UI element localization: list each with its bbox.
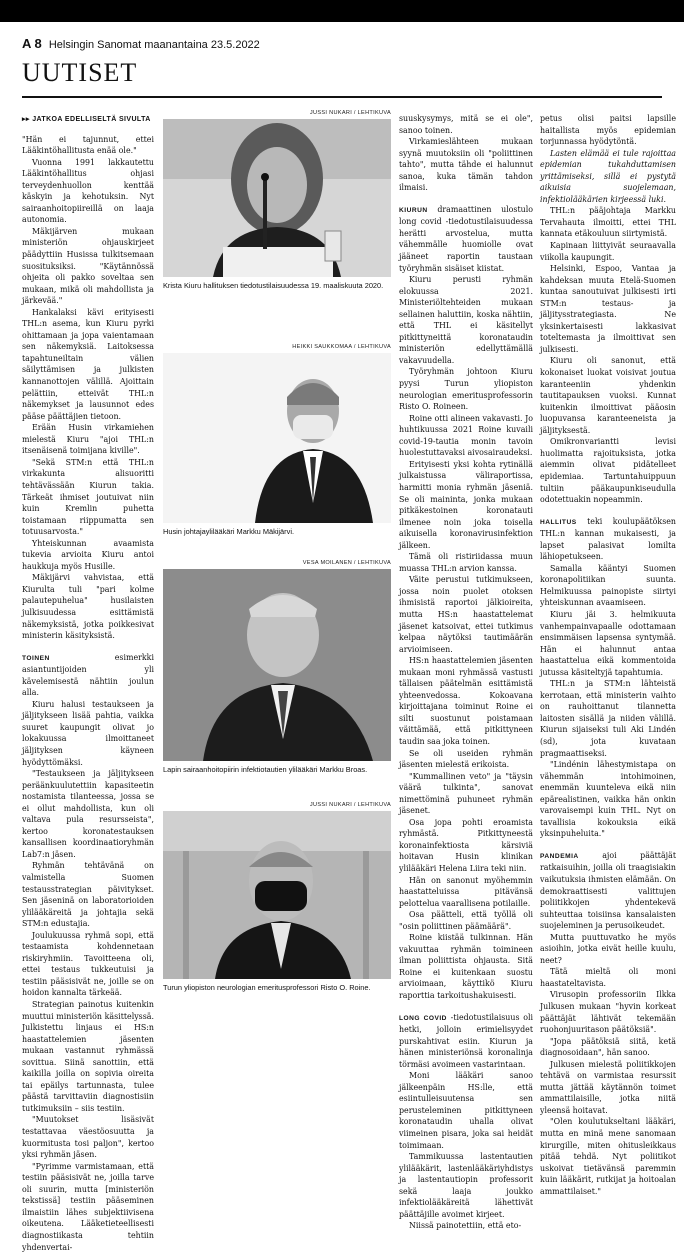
page-folio [22, 36, 260, 51]
article-column-4 [540, 113, 676, 1196]
paragraph-text: teki koulupäätöksen THL:n kannan mukaisesti, ja lapset palasivat lomilta lähiopetukseen. [540, 516, 676, 562]
article-column-1 [22, 114, 154, 1252]
photo-image [163, 353, 391, 523]
paragraph: "Muutokset lisäsivät testattavaa väestöosuutta ja kuormitusta tosi paljon", kertoo yksi ryhmän jäsen. [22, 1115, 154, 1160]
paragraph: Mäkijärven mukaan ministeriön ohjauskirjeet päädyttiin Husissa tulkitsemaan suosituksiksi. "Käytännössä ohjeita oli pakko soveltaa sen mukaan, mikä oli mahdollista ja järkevää." [22, 226, 154, 306]
paragraph: Erään Husin virkamiehen mielestä Kiuru "ajoi THL:n itsenäisenä toimijana kiville". [22, 423, 154, 456]
kicker: TOINEN [22, 654, 50, 662]
paragraph: Se oli useiden ryhmän jäsenten mielestä erikoista. [399, 748, 533, 770]
section-title: UUTISET [22, 58, 138, 87]
paragraph: "Lindénin lähestymistapa on vähemmän intohimoinen, enemmän kuunteleva eikä niin epärealistinen, vaikka hän onkin varovaisempi kuin THL. Nyt on tavallisia kokouksia eikä yksinpuheluita." [540, 760, 676, 839]
photo-credit: JUSSI NUKARI / LEHTIKUVA [309, 802, 391, 808]
paragraph: Hän on sanonut myöhemmin haastatteluissa pitävänsä pelottelua vaarallisena potilaille. [399, 875, 533, 908]
kicker: HALLITUS [540, 518, 577, 526]
photo-kiuru [163, 110, 391, 291]
article-column-3 [399, 113, 534, 1231]
paragraph: Helsinki, Espoo, Vantaa ja kahdeksan muuta Etelä-Suomen kuntaa sanoutuivat julkisesti irti STM:n testaus- ja jäljitysstrategiasta. Ne yksinkertaisesti lakkasivat toteltemasta ja ilmoittivat sen julkisesti. [540, 264, 676, 354]
paragraph: Strategian painotus kuitenkin muuttui ministeriön käsittelyssä. Julkistettu linjaus ei HS:n haastattelemien jäsenten mukaan vastannut ryhmässä sovittua. Siinä sanottiin, että kaikilla joilla on sopivia oireita tai epäilys tartunnasta, tulee päästä tarvittaviin diagnostisiin tutkimuksiin – siis testiin. [22, 1000, 154, 1113]
portrait-broas [163, 569, 391, 761]
paragraph: Roine otti alineen vakavasti. Jo huhtikuussa 2021 Roine kuvaili covid-19-tautia monin tavoin huolestuttavaksi aivosairaudeksi. [399, 413, 533, 458]
paragraph: Moni lääkäri sanoo jälkeenpäin HS:lle, että esiintulleisuutensa sen perusteleminen pitkittyneen koronataudin uhalla olivat viimeinen pisara, joka sai heidät toimimaan. [399, 1071, 533, 1150]
paragraph: Joulukuussa ryhmä sopi, että testaamista kohdennetaan riskiryhmiin. Tavoitteena oli, ettei testaus tukkeutuisi ja testiin pääsisivät ne, joille se on hoidon kannalta tärkeää. [22, 930, 154, 998]
paragraph: Hankalaksi kävi erityisesti THL:n asema, kun Kiuru pyrki ohittamaan ja jopa vaientamaan sen näkemyksiä. Laitoksessa tapahtuneiltain välien säilyttämisen ja julkisten kannanottojen välillä. Ajoittain pelättiin, etteivät THL:n näkemykset ja lausunnot edes pääse päättäjien tietoon. [22, 307, 154, 421]
paragraph: Kiuru perusti ryhmän elokuussa 2021. Ministeriöltehteiden mukaan sellainen haluttiin, koska nähtiin, että THL ei käsitellyt pitkittyneittä koronataudin ministeriön edellyttämällä vakavuudella. [399, 275, 533, 365]
paragraph: Lasten elämää ei tule rajoittaa epidemian tukahduttamisen yrittämiseksi, sillä ei pystytä aikuisia suojelemaan, infektiolääkärien kirjeessä luki. [540, 148, 676, 204]
paragraph: Osa jopa pohti eroamista ryhmästä. Pitkittyneestä koronainfektiosta kärsiviä hoitavan Husin klinikan ylilääkäri Helena Liira teki niin. [399, 817, 533, 873]
photo-credit: HEIKKI SAUKKOMAA / LEHTIKUVA [292, 344, 391, 350]
photo-credit: JUSSI NUKARI / LEHTIKUVA [309, 110, 391, 116]
paragraph: Mutta puuttuvatko he myös asioihin, jotka eivät heille kuulu, neet? [540, 932, 676, 965]
paragraph: Työryhmän johtoon Kiuru pyysi Turun yliopiston neurologian emeritusprofessorin Risto O. Roineen. [399, 367, 533, 412]
photo-image [163, 119, 391, 277]
portrait-roine [163, 811, 391, 979]
kicker: KIURUN [399, 206, 428, 214]
paragraph: Väite perustui tutkimukseen, jossa noin puolet otoksen ihmisistä raportoi jälkioireita, mutta HS:n haastattelemat jäsenet katsoivat, ettei tutkimus kelpaa näytöksi tautimäärän arvioimiseen. [399, 575, 533, 654]
kicker: LONG COVID [399, 1014, 447, 1022]
paragraph: "Testaukseen ja jäljitykseen peräänkuulutettiin kapasiteetin nostamista tilanteessa, jossa se ei ollut mahdollista, kun oli valtava pula resursseista", kertoo koronatestauksen kansallisen koordinaatioryhmän Lab7:n jäsen. [22, 769, 154, 859]
photo-caption: Krista Kiuru hallituksen tiedotustilaisuudessa 19. maaliskuuta 2020. [163, 281, 384, 290]
paragraph: Samalla kääntyi Suomen koronapolitiikan suunta. Helmikuussa painopiste siirtyi yhteiskunnan avaamiseen. [540, 563, 676, 608]
section-rule [22, 96, 662, 98]
paragraph [399, 1012, 533, 1071]
paragraph: Tämä oli ristiriidassa muun muassa THL:n arvion kanssa. [399, 552, 533, 573]
kicker: PANDEMIA [540, 852, 579, 860]
photo-roine [163, 802, 391, 993]
paragraph: Osa päätteli, että työllä oli "osin poliittinen päämäärä". [399, 910, 533, 931]
paragraph [399, 204, 533, 274]
paragraph: "Olen koulutukseltani lääkäri, mutta en minä mene sanomaan kirurgille, miten ohitusleikkaus pitää tehdä. Nyt poliitikot uskoivat tietävänsä paremmin kuin lääkärit, rutkijat ja hoitoalan ammattilaiset." [540, 1117, 676, 1196]
continued-text: JATKOA EDELLISELTÄ SIVULTA [32, 116, 151, 123]
paragraph: Tätä mieltä oli moni haastateltavista. [540, 967, 676, 988]
photo-makijarvi [163, 344, 391, 537]
paragraph: Virkamieslähteen mukaan syynä muutoksiin oli "poliittinen tahto", mutta tähde ei halunnut sanoa, kuka tämän tahdon ilmaisi. [399, 137, 533, 193]
paragraph: Vuonna 1991 lakkautettu Lääkintöhallitus ohjasi terveydenhuollon kenttää käskyin ja kehotuksin. Nyt sairaanhoitopiireillä on laaja autonomia. [22, 157, 154, 225]
paragraph: "Pyrimme varmistamaan, että testiin pääsisivät ne, joilla tarve oli suurin, mutta [ministeriön tekstissä] testiin pääseminen ilmaistiin lähes subjektiivisena oikeutena. Lääketieteellisesti diagnostiikasta tehtiin yhdenvertai- [22, 1161, 154, 1252]
paragraph: Roine kiistää tulkinnan. Hän vakuuttaa ryhmän toimineen ilman poliittista ohjausta. Sitä Roine ei kuitenkaan suostu arvioimaan, käyttikö Kiuru raporttia tarkoitushakuisesti. [399, 933, 533, 1001]
paragraph: Virusopin professoriin Ilkka Julkusen mukaan "hyvin korkeat päättäjät lähtivät tekemään ruohonjuuritason päätöksiä". [540, 990, 676, 1035]
photo-credit: VESA MOILANEN / LEHTIKUVA [302, 560, 391, 566]
paragraph: Erityisesti yksi kohta rytinällä julkaistussa väliraportissa, harmitti monia ryhmän jäseniä. Se oli maininta, jonka mukaan pitkäkestoinen koronatauti ilmenee noin joka toisella aikuisella koronavirusinfektion jälkeen. [399, 459, 533, 550]
paragraph-text: -tiedotustilaisuus oli hetki, jolloin erimielisyydet purskahtivat esiin. Kiurun ja hänen ministeriönsä koronalinja törmäsi avoimeen vastarintaan. [399, 1012, 533, 1069]
photo-caption: Husin johtajaylilääkäri Markku Mäkijärvi. [163, 527, 295, 536]
paragraph: Tammikuussa lastentautien ylilääkärit, lastenlääkäriyhdistys ja lastentautiopin professorit sekä laaja joukko infektiolääkäreitä lähettivät päättäjille avoimet kirjeet. [399, 1152, 533, 1219]
paragraph: "Kummallinen veto" ja "täysin väärä tulkinta", sanovat nimettöminä puhuneet ryhmän jäsenet. [399, 771, 533, 816]
portrait-makijarvi [163, 353, 391, 523]
photo-image [163, 569, 391, 761]
paragraph [540, 516, 676, 563]
paragraph-text: dramaattinen ulostulo long covid -tiedotustilaisuudessa herätti arvostelua, mutta vähemmälle huomiolle ovat jääneet raportin taustaan työryhmän sisäiset kiistat. [399, 204, 534, 273]
photo-image [163, 811, 391, 979]
paragraph: Ryhmän tehtävänä on valmistella Suomen testausstrategian päivitykset. Sen jäseninä on laboratorioiden ylilääkäreitä ja johtajia sekä STM:n edustajia. [22, 861, 154, 929]
paragraph: Kiuru halusi testaukseen ja jäljitykseen lisää pahtia, vaikka suuret kaupungit olivat jo lokakuussa ilmoittaneet jäljityksen käyneen hyödyttömäksi. [22, 699, 154, 767]
paragraph-text: ajoi päättäjät ratkaisuihin, joilla oli traagisiakin vaikutuksia ihmisten elämään. On demokraattisesti valittujen poliitikkojen yhdentekevä suhteuttaa toisiinsa kansalaisten suojeleminen ja perusoikeudet. [540, 850, 676, 931]
paragraph-text: esimerkki asiantuntijoiden yli kävelemisestä nähtiin joulun alla. [22, 652, 154, 698]
photo-caption: Turun yliopiston neurologian emeritusprofessori Risto O. Roine. [163, 983, 371, 992]
paragraph: "Hän ei tajunnut, ettei Lääkintöhallitusta enää ole." [22, 134, 154, 156]
paragraph: petus olisi paitsi lapsille haitallista myös epidemian torjunnassa hyödytöntä. [540, 114, 676, 147]
paragraph [540, 850, 676, 932]
photo-broas [163, 560, 391, 775]
paragraph: Julkusen mielestä poliitikkojen tehtävä on varmistaa resurssit mutta jättää käytännön toimet ammattilaisille, jotka niitä yleensä hoitavat. [540, 1059, 676, 1115]
portrait-kiuru [163, 119, 391, 277]
paragraph: Kiuru oli sanonut, että kokonaiset luokat voisivat joutua karanteeniin yhdenkin tautitapauksen vuoksi. Kunnat kuitenkin ilmoittivat pääosin luopuvansa karanteeneista ja jäljityksestä. [540, 356, 676, 435]
paragraph: Mäkijärvi vahvistaa, että Kiurulta tuli "pari kolme palautepuhelua" husilaisten julkisuudessa esittämistä näkemyksistä, jotka poikkesivat ministerin käsityksistä. [22, 573, 154, 641]
paragraph: "Jopa päätöksiä siitä, ketä diagnosoidaan", hän sanoo. [540, 1036, 676, 1058]
paragraph: Yhteiskunnan avaamista tukevia arvioita Kiuru antoi haukkuja myös Husille. [22, 538, 154, 571]
paragraph: THL:n pääjohtaja Markku Tervahauta ilmoitti, ettei THL kannata etäkouluun siirtymistä. [540, 206, 676, 239]
photo-caption: Lapin sairaanhoitopiirin infektiotautien ylilääkäri Markku Broas. [163, 765, 368, 774]
paragraph: "Sekä STM:n että THL:n virkakunta alisuoritti tehtävässään Kiurun takia. Tärkeät ihmiset joutuivat niin kuin Kremlin puhetta toistamaan riippumatta sen totuusarvosta." [22, 457, 154, 537]
paragraph: suuskysymys, mitä se ei ole", sanoo toinen. [399, 114, 533, 135]
paragraph: Niissä painotettiin, että eto- [409, 1221, 522, 1231]
paragraph: Kiuru jäi 3. helmikuuta vanhempainvapaalle odottamaan ensimmäisen lapsensa syntymää. Hän ei halunnut antaa haastattelua eikä kommentoida jutussa käsiteltyjä tapahtumia. [540, 609, 676, 677]
paragraph: THL:n ja STM:n lähteistä kerrotaan, että ministerin vaihto on rauhoittanut tilannetta laitosten sisällä ja niiden välillä. Kiurun sijaiseksi tuli Aki Lindén (sd), jota kuvataan pragmaattiseksi. [540, 679, 676, 758]
publication-line: Helsingin Sanomat maanantaina 23.5.2022 [48, 39, 260, 51]
top-black-bar [0, 0, 684, 22]
page-number: A 8 [22, 36, 42, 51]
continued-label: ▸▸ JATKOA EDELLISELTÄ SIVULTA [22, 116, 151, 123]
paragraph [22, 652, 154, 699]
paragraph: Kapinaan liittyivät seuraavalla viikolla kaupungit. [540, 241, 676, 262]
paragraph: Omikronvariantti levisi huolimatta rajoituksista, jotka aiemmin olivat pidätelleet epidemiaa. Tartuntahuippuun tultiin pääkaupunkiseudulla odotettuakin nopeammin. [540, 437, 676, 505]
paragraph: HS:n haastattelemien jäsenten mukaan moni ryhmässä vastusti tällaisen päätelmän esittämistä yhteenvedossa. Kokoavana kirjoittajana toiminut Roine ei silti suostunut poistamaan väittämää, että pitkittyneen taudin saa joka toinen. [399, 656, 533, 746]
